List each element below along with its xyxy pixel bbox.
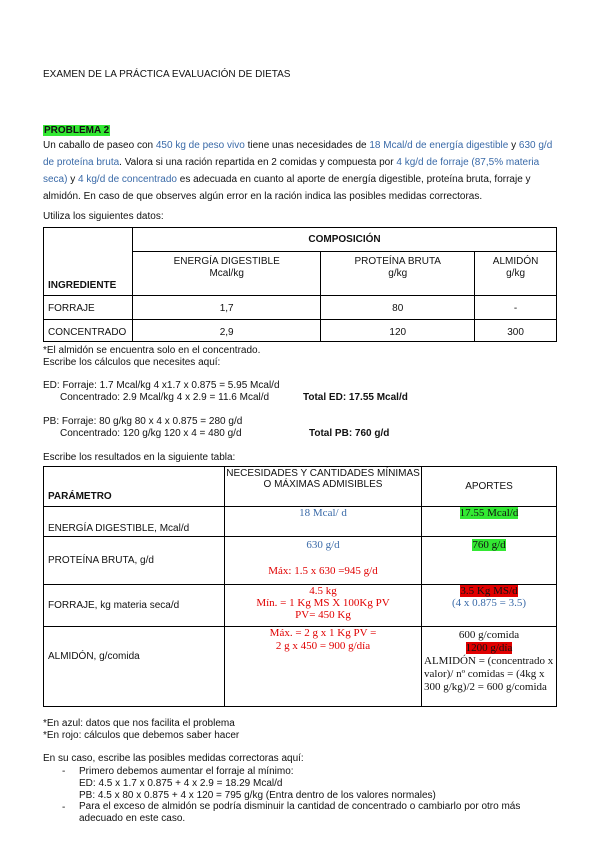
contribution-starch-per-meal: 600 g/comida — [458, 629, 520, 641]
bullet-dash: - — [62, 766, 66, 777]
contribution-starch-formula: ALMIDÓN = (concentrado x valor)/ nº comidas = (4kg x 300 g/kg)/2 = 600 g/comida — [424, 655, 554, 693]
problem-title — [43, 124, 110, 137]
param-header: PARÁMETRO — [48, 491, 112, 502]
contribution-forage-calc: (4 x 0.875 = 3.5) — [451, 597, 527, 609]
document-header: EXAMEN DE LA PRÁCTICA EVALUACIÓN DE DIETAS — [43, 69, 291, 80]
contribution-forage — [422, 585, 557, 627]
table-row — [44, 296, 557, 320]
needs-protein — [225, 537, 422, 585]
alm-value: - — [475, 296, 557, 320]
ingredient-header: INGREDIENTE — [48, 280, 117, 291]
table-row — [44, 627, 557, 707]
ingredient-header-cell — [44, 228, 133, 296]
composition-table — [43, 227, 557, 342]
table-row — [44, 320, 557, 342]
contribution-protein: 760 g/d — [472, 539, 506, 551]
needs-protein-value: 630 g/d — [306, 539, 340, 551]
statement-text: y — [508, 140, 519, 151]
table-row — [44, 507, 557, 537]
problem-title-text: PROBLEMA 2 — [44, 125, 110, 136]
calc-pb-total: Total PB: 760 g/d — [309, 428, 390, 439]
calc-ed-total: Total ED: 17.55 Mcal/d — [303, 392, 408, 403]
statement-highlight-weight: 450 kg de peso vivo — [155, 140, 245, 151]
write-calcs-label: Escribe los cálculos que necesites aquí: — [43, 357, 221, 368]
needs-forage-formula: Mín. = 1 Kg MS X 100Kg PV — [256, 597, 390, 609]
contribution-starch-per-day: 1200 g/día — [465, 642, 513, 654]
contribution-protein-cell — [422, 537, 557, 585]
needs-header: NECESIDADES Y CANTIDADES MÍNIMAS O MÁXIMAS ADMISIBLES — [225, 467, 422, 507]
calc-pb-concentrate: Concentrado: 120 g/kg 120 x 4 = 480 g/d — [60, 428, 242, 439]
problem-statement — [43, 137, 555, 205]
table-row — [44, 585, 557, 627]
contributions-header: APORTES — [422, 467, 557, 507]
measure-forage-ed: ED: 4.5 x 1.7 x 0.875 + 4 x 2.9 = 18.29 Mcal/d — [79, 778, 283, 789]
pb-header-label: PROTEÍNA BRUTA — [354, 256, 441, 267]
use-data-label: Utiliza los siguientes datos: — [43, 211, 164, 222]
bullet-dash: - — [62, 802, 66, 813]
ingredient-name: FORRAJE — [44, 296, 133, 320]
ed-header-unit: Mcal/kg — [209, 268, 244, 279]
needs-protein-max: Máx: 1.5 x 630 =945 g/d — [268, 565, 378, 577]
statement-text: . Valora si una ración repartida en 2 comidas y compuesta por — [119, 157, 397, 168]
statement-text: tiene unas necesidades de — [244, 140, 370, 151]
calc-pb-forage: PB: Forraje: 80 g/kg 80 x 4 x 0.875 = 280 g/d — [43, 416, 243, 427]
composition-header: COMPOSICIÓN — [133, 228, 557, 252]
needs-forage — [225, 585, 422, 627]
param-header-cell — [44, 467, 225, 507]
param-forage: FORRAJE, kg materia seca/d — [44, 585, 225, 627]
ed-value: 2,9 — [133, 320, 321, 342]
starch-note: *El almidón se encuentra solo en el concentrado. — [43, 345, 261, 356]
needs-forage-value: 4.5 kg — [309, 585, 337, 597]
note-blue: *En azul: datos que nos facilita el problema — [43, 718, 235, 729]
contribution-energy: 17.55 Mcal/d — [459, 507, 519, 519]
pb-value: 80 — [321, 296, 475, 320]
needs-energy: 18 Mcal/ d — [225, 507, 422, 537]
statement-highlight-energy: 18 Mcal/d de energía digestible — [369, 140, 509, 151]
ed-value: 1,7 — [133, 296, 321, 320]
measure-forage-pb: PB: 4.5 x 80 x 0.875 + 4 x 120 = 795 g/kg (Entra dentro de los valores normales) — [79, 790, 436, 801]
measure-forage: Primero debemos aumentar el forraje al mínimo: — [79, 766, 294, 777]
statement-highlight-forage: 4 kg/d de forraje (87,5% materia seca) — [43, 157, 540, 185]
ingredient-name: CONCENTRADO — [44, 320, 133, 342]
ed-header — [133, 252, 321, 296]
statement-highlight-protein: 630 g/d de proteína bruta — [43, 140, 553, 168]
statement-text: Un caballo de paseo con — [43, 140, 156, 151]
write-results-label: Escribe los resultados en la siguiente tabla: — [43, 452, 236, 463]
measures-intro: En su caso, escribe las posibles medidas correctoras aquí: — [43, 753, 304, 764]
statement-text: y — [67, 174, 79, 185]
alm-value: 300 — [475, 320, 557, 342]
measure-starch: Para el exceso de almidón se podría disminuir la cantidad de concentrado o cambiarlo por otro más adecuado en este caso. — [79, 801, 521, 824]
ed-header-label: ENERGÍA DIGESTIBLE — [173, 256, 280, 267]
param-energy: ENERGÍA DIGESTIBLE, Mcal/d — [44, 507, 225, 537]
results-table — [43, 466, 557, 707]
alm-header-unit: g/kg — [506, 268, 526, 279]
pb-header-unit: g/kg — [388, 268, 408, 279]
note-red: *En rojo: cálculos que debemos saber hacer — [43, 730, 240, 741]
alm-header — [475, 252, 557, 296]
pb-header — [321, 252, 475, 296]
pb-value: 120 — [321, 320, 475, 342]
calc-ed-forage: ED: Forraje: 1.7 Mcal/kg 4 x1.7 x 0.875 = 5.95 Mcal/d — [43, 380, 280, 391]
alm-header-label: ALMIDÓN — [492, 256, 539, 267]
statement-text: es adecuada en cuanto al aporte de energía digestible, proteína bruta, forraje y almidón. En caso de que observes algún error en la ración indica las posibles medidas correctoras. — [43, 174, 531, 202]
param-protein: PROTEÍNA BRUTA, g/d — [44, 537, 225, 585]
contribution-forage-value: 3.5 Kg MS/d — [460, 585, 518, 597]
needs-starch — [225, 627, 422, 707]
calc-ed-concentrate: Concentrado: 2.9 Mcal/kg 4 x 2.9 = 11.6 Mcal/d — [60, 392, 270, 403]
needs-starch-formula: Máx. = 2 g x 1 Kg PV = — [269, 627, 377, 639]
contribution-starch — [422, 627, 557, 707]
contribution-energy-cell — [422, 507, 557, 537]
table-row — [44, 537, 557, 585]
needs-forage-weight: PV= 450 Kg — [295, 609, 351, 621]
param-starch: ALMIDÓN, g/comida — [44, 627, 225, 707]
needs-starch-value: 2 g x 450 = 900 g/día — [275, 640, 371, 652]
statement-highlight-concentrate: 4 kg/d de concentrado — [78, 174, 177, 185]
